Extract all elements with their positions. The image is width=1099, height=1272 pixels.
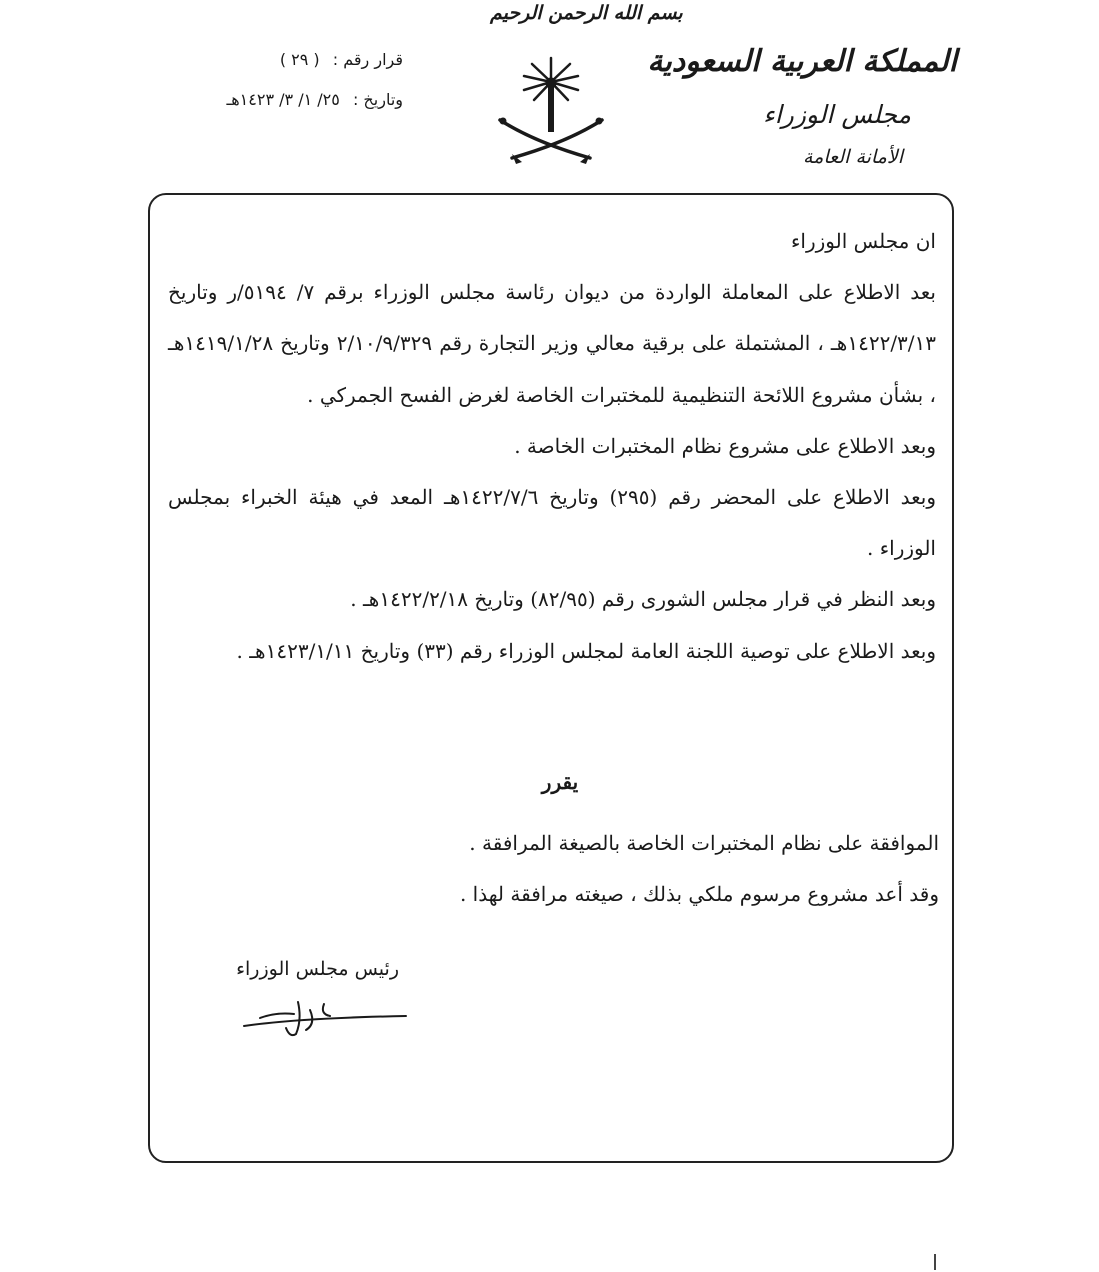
decision-number [272, 50, 403, 69]
council-name: مجلس الوزراء [763, 100, 911, 129]
decision-item: وقد أعد مشروع مرسوم ملكي بذلك ، صيغته مرافقة لهذا . [459, 882, 939, 906]
basmala: بسم الله الرحمن الرحيم [490, 2, 683, 24]
body-paragraph: وبعد الاطلاع على مشروع نظام المختبرات الخاصة . [514, 433, 936, 458]
palm-and-crossed-swords-emblem [494, 50, 608, 170]
decision-item: الموافقة على نظام المختبرات الخاصة بالصيغة المرافقة . [469, 831, 939, 855]
body-paragraph: وبعد الاطلاع على المحضر رقم (٢٩٥) وتاريخ ١٤٢٢/٧/٦هـ المعد في هيئة الخبراء بمجلس الوزراء . [168, 485, 936, 561]
secretariat-name: الأمانة العامة [803, 146, 903, 168]
decision-items [460, 818, 939, 920]
signatory-title: رئيس مجلس الوزراء [236, 958, 399, 980]
decision-date [219, 90, 403, 109]
decision-number-label: قرار رقم : [332, 50, 403, 69]
body-paragraph: بعد الاطلاع على المعاملة الواردة من ديوان رئاسة مجلس الوزراء برقم ٧/ ٥١٩٤/ر وتاريخ ١٤٢٢/٣/١٣هـ ، المشتملة على برقية معالي وزير التجارة رقم ٢/١٠/٩/٣٢٩ وتاريخ ١٤١٩/١/٢٨هـ ، بشأن مشروع اللائحة التنظيمية للمختبرات الخاصة لغرض الفسح الجمركي . [168, 280, 937, 407]
kingdom-name: المملكة العربية السعودية [647, 44, 957, 79]
body-paragraph: وبعد النظر في قرار مجلس الشورى رقم (٨٢/٩٥) وتاريخ ١٤٢٢/٢/١٨هـ . [350, 587, 936, 612]
decision-date-label: وتاريخ : [352, 90, 403, 109]
page-edge-mark [934, 1254, 936, 1270]
resolves-heading: يقرر [541, 770, 579, 794]
body-paragraph: ان مجلس الوزراء [791, 229, 936, 253]
decision-number-value: ( ٢٩ ) [279, 50, 320, 69]
body-paragraph: وبعد الاطلاع على توصية اللجنة العامة لمجلس الوزراء رقم (٣٣) وتاريخ ١٤٢٣/١/١١هـ . [236, 638, 936, 663]
handwritten-signature [240, 990, 410, 1040]
decision-date-value: ٢٥/ ١/ ٣/ ١٤٢٣هـ [226, 90, 340, 109]
decision-body [168, 216, 936, 677]
